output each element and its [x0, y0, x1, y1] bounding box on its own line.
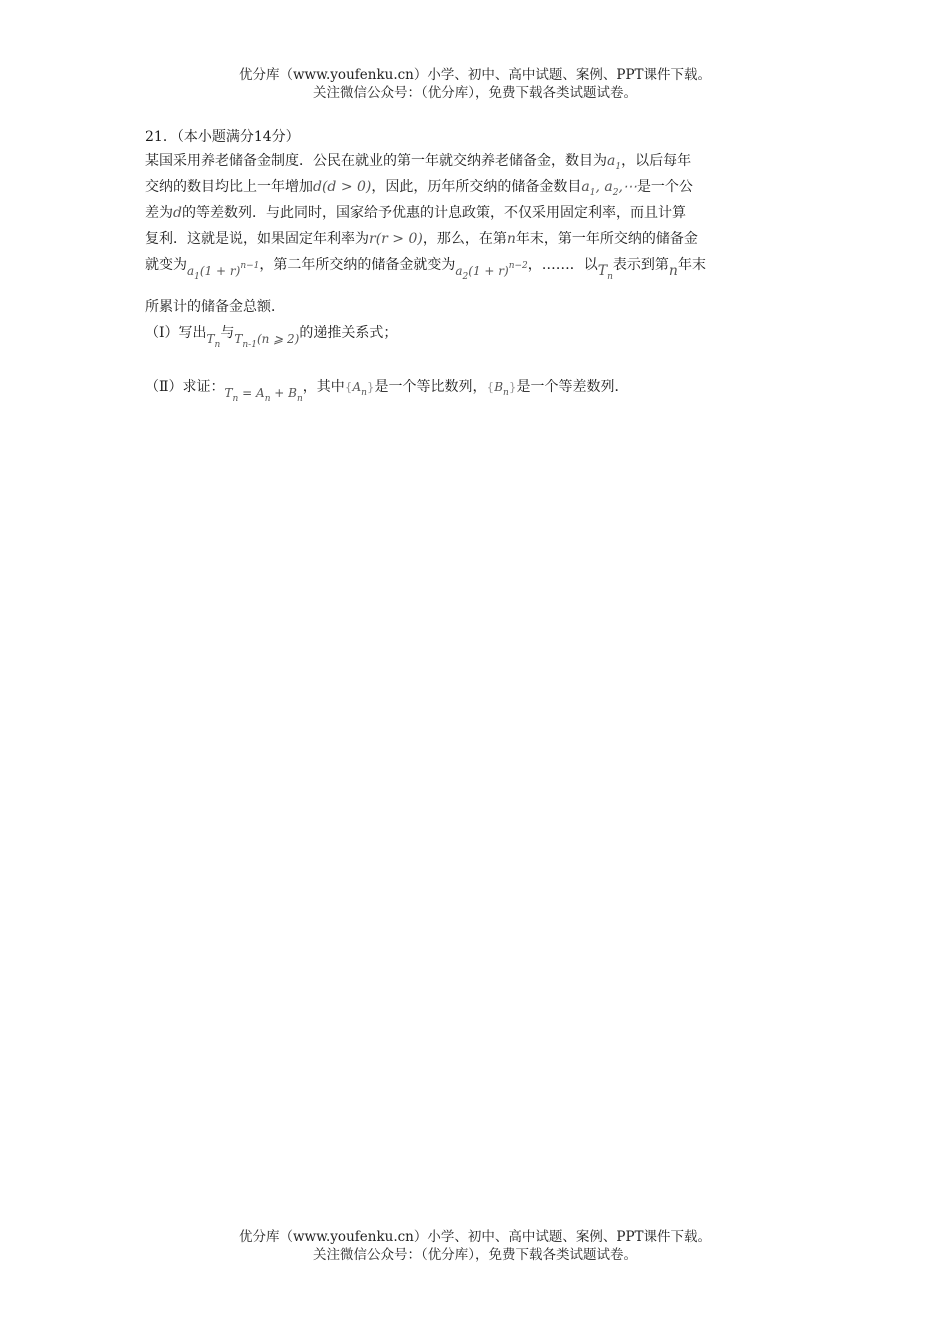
text: 是一个等比数列， — [374, 379, 487, 395]
header-line-2: 关注微信公众号：（优分库），免费下载各类试题试卷。 — [313, 85, 637, 101]
math-sequence: $a_1$, $a_2,\cdots$ — [581, 179, 637, 198]
page-header — [0, 66, 950, 102]
math-Tn-part1: $T_n$ — [206, 332, 221, 350]
math-equation: $T_n = A_n + B_n$ — [224, 386, 303, 404]
text: 是一个公 — [636, 179, 693, 195]
math-n-2: n — [668, 263, 678, 279]
part-2 — [145, 376, 629, 404]
text: 复利．这就是说，如果固定年利率为 — [145, 231, 369, 247]
question-line-3 — [145, 202, 686, 222]
text: ，……．以 — [527, 257, 598, 273]
question-number: 21．（本小题满分14分） — [145, 129, 300, 145]
text: 的等差数列．与此同时，国家给予优惠的计息政策，不仅采用固定利率，而且计算 — [181, 205, 686, 221]
text: （Ⅰ）写出 — [145, 325, 207, 341]
text: ，以后每年 — [621, 153, 692, 169]
question-line-5 — [145, 254, 706, 282]
part-1 — [145, 322, 398, 350]
text: 是一个等差数列． — [516, 379, 629, 395]
math-d-condition: d(d > 0) — [313, 179, 372, 195]
text: ，因此，历年所交纳的储备金数目 — [371, 179, 582, 195]
math-n: n — [506, 231, 516, 247]
header-line-1: 优分库（www.youfenku.cn）小学、初中、高中试题、案例、PPT课件下载。 — [238, 67, 712, 83]
text: 就变为 — [145, 257, 187, 273]
text: 差为 — [145, 205, 173, 221]
text: ，那么，在第 — [422, 231, 507, 247]
text: 年末，第一年所交纳的储备金 — [515, 231, 698, 247]
text: 交纳的数目均比上一年增加 — [145, 179, 313, 195]
text: 年末 — [677, 257, 706, 273]
footer-line-1: 优分库（www.youfenku.cn）小学、初中、高中试题、案例、PPT课件下载。 — [238, 1229, 712, 1245]
page-footer — [0, 1228, 950, 1264]
text: 的递推关系式； — [299, 325, 398, 341]
math-Tn: $T_n$ — [597, 263, 613, 282]
text: 与 — [220, 325, 235, 341]
question-line-1 — [145, 150, 691, 172]
text: ，其中 — [302, 379, 345, 395]
footer-line-2: 关注微信公众号：（优分库），免费下载各类试题试卷。 — [313, 1247, 637, 1263]
question-line-2 — [145, 176, 693, 198]
math-Bn-seq: $\{B_n\}$ — [486, 380, 517, 398]
math-d: d — [173, 205, 182, 221]
math-expr-2: $a_2(1 + r)^{n-2}$ — [455, 261, 528, 282]
math-r-condition: r(r > 0) — [369, 231, 423, 247]
math-a1: $a_1$ — [607, 153, 622, 172]
text: （Ⅱ）求证： — [145, 379, 225, 395]
math-An-seq: $\{A_n\}$ — [344, 380, 375, 398]
question-line-6: 所累计的储备金总额． — [145, 299, 285, 315]
text: 表示到第 — [612, 257, 669, 273]
question-line-4 — [145, 228, 698, 248]
math-Tn-1: $T_{n-1}(n$ ⩾ 2) — [234, 332, 300, 350]
math-expr-1: $a_1(1 + r)^{n-1}$ — [187, 261, 260, 282]
text: ，第二年所交纳的储备金就变为 — [259, 257, 456, 273]
text: 某国采用养老储备金制度．公民在就业的第一年就交纳养老储备金，数目为 — [145, 153, 607, 169]
